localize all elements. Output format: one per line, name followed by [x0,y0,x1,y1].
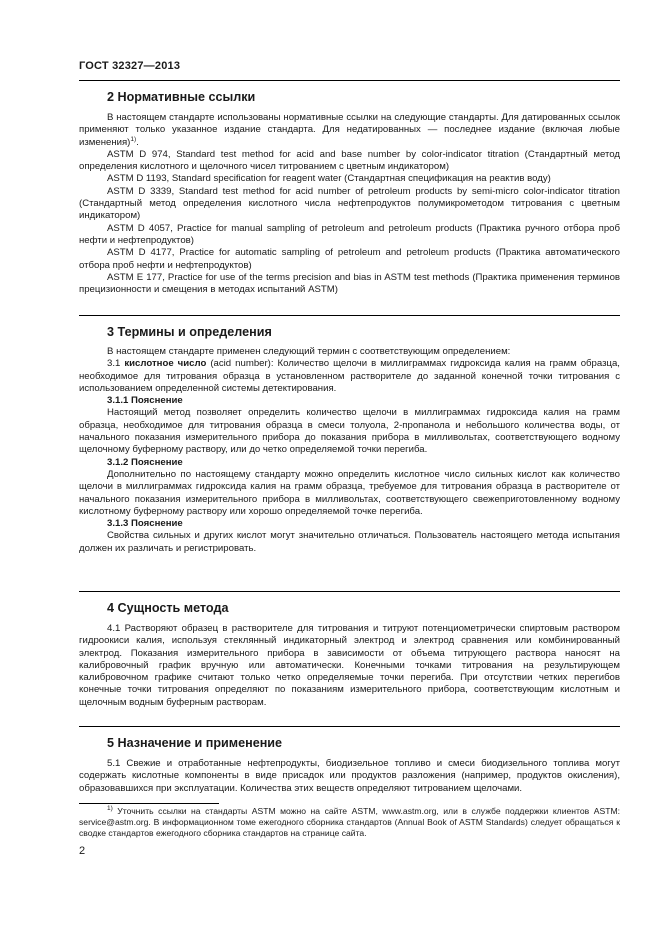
paragraph-text: . [136,136,139,148]
note-heading: 3.1.1 Пояснение [107,395,183,407]
reference-item: ASTM D 3339, Standard test method for acid number of petroleum products by semi-micro color-indicator titration (Стандартный метод определения кислотного числа нефтепродуктов полумикрометодом титрования с цветным индикатором) [79,185,620,222]
paragraph: В настоящем стандарте применен следующий термин с соответствующим определением: [107,346,511,357]
section-purpose-application [79,726,620,795]
section-title: 5 Назначение и применение [107,736,283,750]
note-heading: 3.1.3 Пояснение [107,518,183,530]
page-number: 2 [79,845,86,857]
section-terms-definitions [79,315,620,555]
paragraph [79,112,620,149]
section-divider [79,80,620,81]
section-title: 4 Сущность метода [107,601,229,615]
footnote-divider [79,803,219,804]
term: кислотное число [124,358,207,370]
section-normative-references [79,80,620,296]
reference-item: ASTM D 974, Standard test method for acid and base number by color-indicator titration (Стандартный метод определения кислотного и щелочного чисел титрованием с цветным индикатором) [79,148,620,173]
section-divider [79,591,620,592]
paragraph: 4.1 Растворяют образец в растворителе для титрования и титруют потенциометрически спиртовым раствором гидроокиси калия, используя стеклянный индикаторный электрод и электрод сравнения или комбинированный электрод. Показания измерительного прибора в зависимости от объема титрующего раствора наносят на калибровочный график вручную или автоматически. Конечными точками титрования на результирующем калибровочном графике считают только четко определяемые точки перегиба. При отсутствии четких перегибов конечные точки титрования определяют по показаниям измерительного прибора, соответствующим кислотным и щелочным водным буферным растворам. [79,623,620,708]
footnote-body: Уточнить ссылки на стандарты ASTM можно на сайте ASTM, www.astm.org, или в службе поддержки клиентов ASTM: service@astm.org. В информационном томе ежегодного сборника стандартов (Annual Book of ASTM Standards) следует обращаться к сводке стандартов ежегодного сборника стандартов на странице сайта. [79,806,620,838]
footnote-text [79,806,620,839]
section-divider [79,726,620,727]
definition-text: (acid number): Количество щелочи в миллиграммах гидроксида калия на грамм образца, необходимое для титрования образца в установленном растворителе до заданной конечной точки титрования с использованием определенной системы детектирования. [79,358,620,394]
footnote-mark: 1) [107,805,113,813]
paragraph: 5.1 Свежие и отработанные нефтепродукты, биодизельное топливо и смеси биодизельного топлива могут содержать кислотные компоненты в виде присадок или продуктов разложения (например, продуктов окисления), образовавшихся при эксплуатации. Количества этих веществ определяют титрованием щелочами. [79,758,620,794]
document-header: ГОСТ 32327—2013 [79,60,181,72]
section-title: 3 Термины и определения [107,325,272,339]
clause-number: 3.1 [107,358,125,370]
reference-item: ASTM D 1193, Standard specification for reagent water (Стандартная спецификация на реактив воду) [107,173,551,185]
section-title: 2 Нормативные ссылки [107,90,256,104]
reference-item: ASTM D 4057, Practice for manual sampling of petroleum and petroleum products (Практика ручного отбора проб нефти и нефтепродуктов) [79,222,620,246]
footnote-ref[interactable]: 1) [130,135,137,143]
section-method-summary [79,591,620,709]
section-divider [79,315,620,316]
footnote [79,806,620,839]
note-text: Дополнительно по настоящему стандарту можно определить кислотное число сильных кислот как количество щелочи в миллиграммах гидроксида калия на грамм образца, требуемое для титрования образца в растворителе от начального показания измерительного прибора в милливольтах, соответствующего свежеприготовленному водному кислотному буферному раствору или хорошо определяемой точке перегиба. [79,468,620,517]
note-heading: 3.1.2 Пояснение [107,456,183,468]
reference-item: ASTM D 4177, Practice for automatic sampling of petroleum and petroleum products (Практика автоматического отбора проб нефти и нефтепродуктов) [79,247,620,271]
term-definition [79,358,620,395]
note-text: Настоящий метод позволяет определить количество щелочи в миллиграммах гидроксида калия на грамм образца, необходимое для титрования образца в смеси толуола, 2-пропанола и небольшого количества воды, от начального показания измерительного прибора до показания прибора в милливольтах, соответствующего водному щелочному буферному раствору, или до четко определяемой точки перегиба. [79,407,620,456]
paragraph-text: В настоящем стандарте использованы нормативные ссылки на следующие стандарты. Для датированных ссылок применяют только указанное издание стандарта. Для недатированных — последнее издание (включая любые изменения) [79,112,620,148]
note-text: Свойства сильных и других кислот могут значительно отличаться. Пользователь настоящего метода испытания должен их различать и регистрировать. [79,530,620,554]
reference-item: ASTM E 177, Practice for use of the terms precision and bias in ASTM test methods (Практика применения терминов прецизионности и смещения в методах испытаний ASTM) [79,271,620,296]
